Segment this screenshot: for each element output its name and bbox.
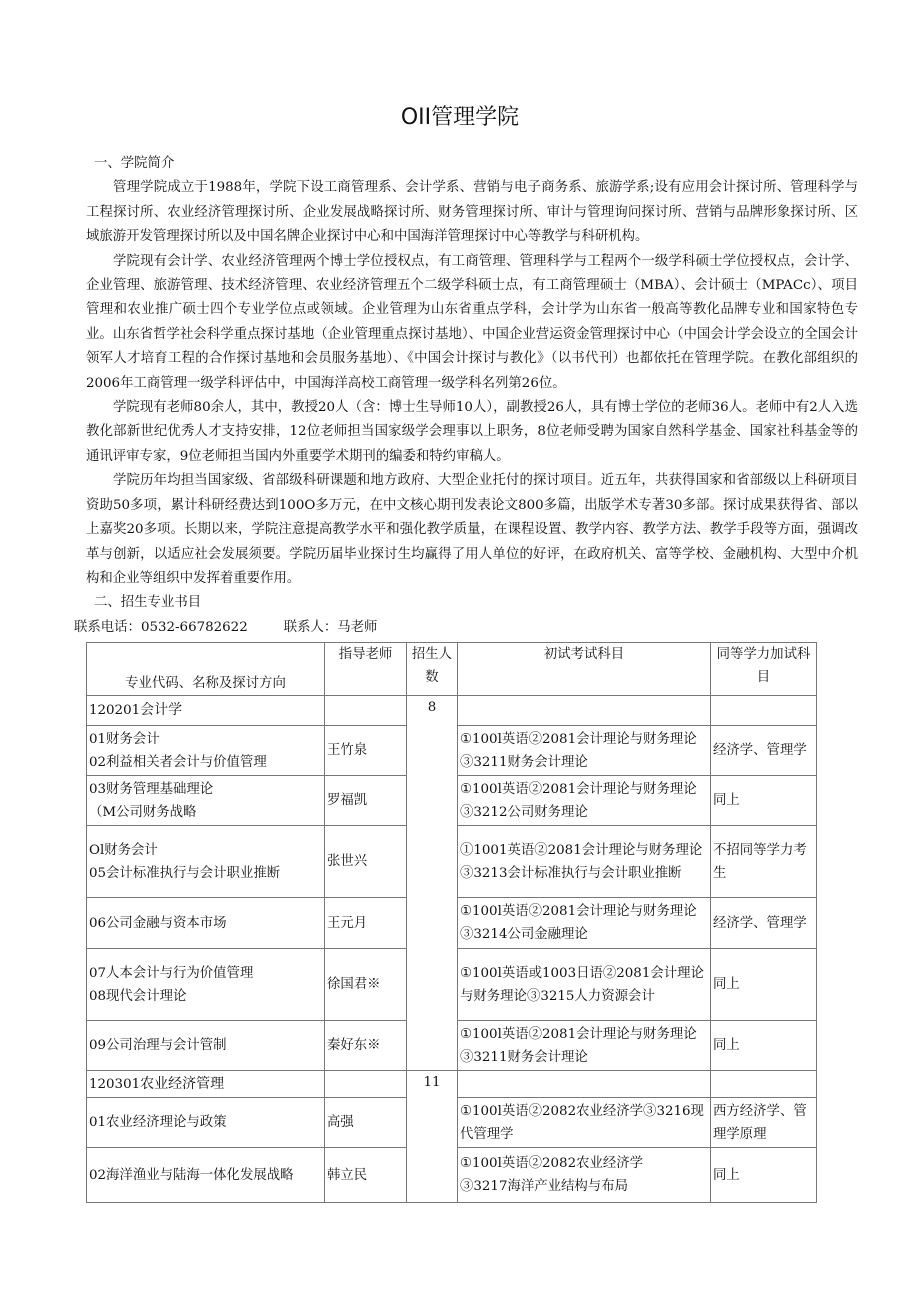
major-cell bbox=[87, 1071, 325, 1098]
exam-cell: ①100l英语②2082农业经济学③3216现代管理学 bbox=[458, 1098, 711, 1148]
paragraph: 学院历年均担当国家级、省部级科研课题和地方政府、大型企业托付的探讨项目。近五年，共获得国家和省部级以上科研项目资助50多项，累计科研经费达到100O多万元，在中文核心期刊发表论文800多篇，出版学术专著30多部。探讨成果获得省、部以上嘉奖20多项。长期以来，学院注意提高教学水平和强化教学质量，在课程设置、教学内容、教学方法、教学手段等方面，强调改革与创新，以适应社会发展须要。学院历届毕业探讨生均赢得了用人单位的好评，在政府机关、富等学校、金融机构、大型中介机构和企业等组织中发挥着重要作用。 bbox=[86, 473, 858, 586]
exam-cell: ①1001英语②2081会计理论与财务理论③3213会计标准执行与会计职业推断 bbox=[458, 826, 711, 898]
direction-cell: 02海洋渔业与陆海一体化发展战略 bbox=[87, 1148, 325, 1203]
paragraph: 管理学院成立于1988年，学院下设工商管理系、会计学系、营销与电子商务系、旅游学系;设有应用会计探讨所、管理科学与工程探讨所、农业经济管理探讨所、企业发展战略探讨所、财务管理探讨所、审计与管理询问探讨所、营销与品牌形象探讨所、区域旅游开发管理探讨所以及中国名牌企业探讨中心和中国海洋管理探讨中心等教学与科研机构。 bbox=[86, 180, 858, 245]
table-header-row bbox=[87, 643, 817, 696]
program-table bbox=[86, 642, 817, 1203]
paragraph: 学院现有老师80余人，其中，教授20人（含：博士生导师10人），副教授26人，具有博士学位的老师36人。老师中有2人入选教化部新世纪优秀人才支持安排，12位老师担当国家级学会理事以上职务，8位老师受聘为国家自然科学基金、国家社科基金等的通讯评审专家，9位老师担当国内外重要学术期刊的编委和特约审稿人。 bbox=[86, 400, 858, 464]
teacher-cell: 高强 bbox=[325, 1098, 407, 1148]
teacher-cell: 王竹泉 bbox=[325, 726, 407, 776]
teacher-cell: 张世兴 bbox=[325, 826, 407, 898]
section-heading: 一、学院简介 bbox=[94, 156, 175, 171]
direction-cell: Ol财务会计 05会计标准执行与会计职业推断 bbox=[87, 826, 325, 898]
document-body bbox=[74, 152, 858, 640]
empty-cell bbox=[711, 1071, 817, 1098]
exam-cell: ①100l英语②2081会计理论与财务理论③3211财务会计理论 bbox=[458, 726, 711, 776]
quota-cell: 8 bbox=[407, 696, 458, 1071]
major-row bbox=[87, 1071, 817, 1098]
column-header: 专业代码、名称及探讨方向 bbox=[87, 643, 325, 696]
quota-cell: 11 bbox=[407, 1071, 458, 1203]
extra-exam-cell: 同上 bbox=[711, 1148, 817, 1203]
section-heading: 二、招生专业书目 bbox=[94, 595, 202, 611]
major-code: 120301 bbox=[89, 1076, 141, 1092]
direction-cell: 01农业经济理论与政策 bbox=[87, 1098, 325, 1148]
exam-cell: ①100l英语②2081会计理论与财务理论③3212公司财务理论 bbox=[458, 776, 711, 826]
empty-cell bbox=[325, 696, 407, 726]
direction-cell: 09公司治理与会计管制 bbox=[87, 1021, 325, 1071]
extra-exam-cell: 经济学、管理学 bbox=[711, 726, 817, 776]
teacher-cell: 罗福凯 bbox=[325, 776, 407, 826]
contact-phone: 联系电话：0532-66782622 bbox=[74, 619, 248, 635]
major-name: 会计学 bbox=[140, 702, 183, 718]
major-cell bbox=[87, 696, 325, 726]
direction-cell: 06公司金融与资本市场 bbox=[87, 898, 325, 949]
extra-exam-cell: 不招同等学力考生 bbox=[711, 826, 817, 898]
empty-cell bbox=[325, 1071, 407, 1098]
major-code: 120201 bbox=[89, 703, 141, 718]
teacher-cell: 韩立民 bbox=[325, 1148, 407, 1203]
exam-cell: ①100l英语或1003日语②2081会计理论与财务理论③3215人力资源会计 bbox=[458, 949, 711, 1021]
exam-cell: ①100l英语②2081会计理论与财务理论③3214公司金融理论 bbox=[458, 898, 711, 949]
teacher-cell: 王元月 bbox=[325, 898, 407, 949]
empty-cell bbox=[711, 696, 817, 726]
extra-exam-cell: 同上 bbox=[711, 1021, 817, 1071]
column-header: 同等学力加试科目 bbox=[711, 643, 817, 696]
major-name: 农业经济管理 bbox=[140, 1075, 225, 1092]
empty-cell bbox=[458, 1071, 711, 1098]
contact-line bbox=[74, 616, 846, 640]
exam-cell: ①100l英语②2081会计理论与财务理论③3211财务会计理论 bbox=[458, 1021, 711, 1071]
extra-exam-cell: 同上 bbox=[711, 949, 817, 1021]
extra-exam-cell: 西方经济学、管理学原理 bbox=[711, 1098, 817, 1148]
paragraph: 学院现有会计学、农业经济管理两个博士学位授权点，有工商管理、管理科学与工程两个一级学科硕士学位授权点，会计学、企业管理、旅游管理、技术经济管理、农业经济管理五个二级学科硕士点，有工商管理硕士（MBA）、会计硕士（MPACc）、项目管理和农业推广硕士四个专业学位点或领域。企业管理为山东省重点学科，会计学为山东省一般高等教化品牌专业和国家特色专业。山东省哲学社会科学重点探讨基地（企业管理重点探讨基地）、中国企业营运资金管理探讨中心（中国会计学会设立的全国会计领军人才培育工程的合作探讨基地和会员服务基地）、《中国会计探讨与教化》（以书代刊）也都依托在管理学院。在教化部组织的2006年工商管理一级学科评估中，中国海洋高校工商管理一级学科名列第26位。 bbox=[86, 253, 858, 391]
extra-exam-cell: 经济学、管理学 bbox=[711, 898, 817, 949]
page-title: OII管理学院 bbox=[400, 105, 520, 130]
major-row bbox=[87, 696, 817, 726]
teacher-cell: 徐国君※ bbox=[325, 949, 407, 1021]
column-header: 初试考试科目 bbox=[458, 643, 711, 696]
contact-person: 联系人：马老师 bbox=[283, 619, 378, 635]
direction-cell: 03财务管理基础理论 （M公司财务战略 bbox=[87, 776, 325, 826]
direction-cell: 07人本会计与行为价值管理 08现代会计理论 bbox=[87, 949, 325, 1021]
extra-exam-cell: 同上 bbox=[711, 776, 817, 826]
column-header: 指导老师 bbox=[325, 643, 407, 696]
column-header: 招生人数 bbox=[407, 643, 458, 696]
teacher-cell: 秦好东※ bbox=[325, 1021, 407, 1071]
exam-cell: ①100l英语②2082农业经济学 ③3217海洋产业结构与布局 bbox=[458, 1148, 711, 1203]
direction-cell: 01财务会计 02利益相关者会计与价值管理 bbox=[87, 726, 325, 776]
empty-cell bbox=[458, 696, 711, 726]
